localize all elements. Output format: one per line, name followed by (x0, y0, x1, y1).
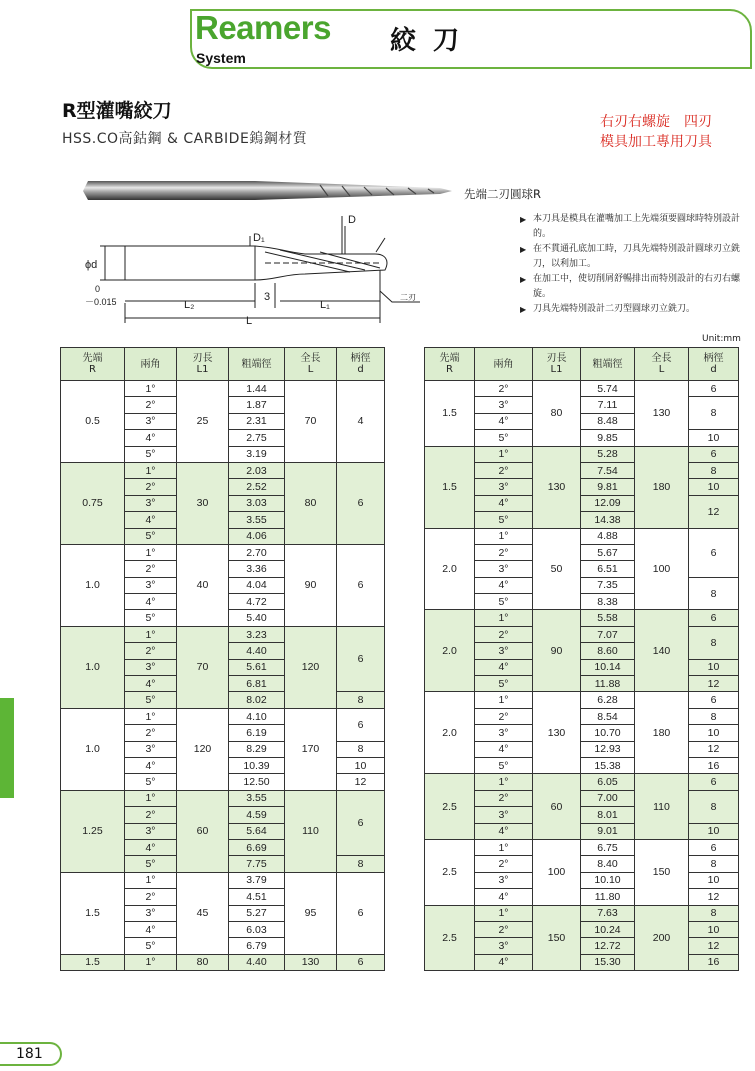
table-row (61, 381, 385, 397)
cell-shank-diameter: 8 (689, 577, 739, 610)
cell-total-length: 120 (285, 626, 337, 708)
cell-angle: 5° (125, 610, 177, 626)
cell-shank-diameter: 8 (689, 626, 739, 659)
cell-angle: 5° (475, 757, 533, 773)
cell-total-length: 130 (285, 954, 337, 970)
cell-shank-diameter: 6 (337, 954, 385, 970)
cell-angle: 4° (125, 676, 177, 692)
cell-angle: 2° (475, 708, 533, 724)
cell-large-diameter: 11.80 (581, 889, 635, 905)
cell-large-diameter: 6.75 (581, 839, 635, 855)
cell-angle: 3° (125, 823, 177, 839)
cell-angle: 4° (125, 594, 177, 610)
cell-large-diameter: 7.75 (229, 856, 285, 872)
cell-angle: 4° (475, 954, 533, 970)
cell-flute-length: 30 (177, 462, 229, 544)
cell-large-diameter: 7.00 (581, 790, 635, 806)
cell-flute-length: 90 (533, 610, 581, 692)
cell-angle: 2° (125, 397, 177, 413)
cell-tip-r: 2.0 (425, 610, 475, 692)
cell-shank-diameter: 6 (337, 872, 385, 954)
cell-shank-diameter: 8 (689, 856, 739, 872)
note-item: ▶ 在不貫通孔底加工時，刀具先端特別設計圓球刃立銑刀，以利加工。 (520, 242, 752, 272)
spec-table-left (60, 347, 385, 971)
cell-large-diameter: 8.38 (581, 594, 635, 610)
page-title: R型灌嘴絞刀 (62, 100, 172, 122)
column-header: 粗端徑 (581, 348, 635, 381)
cell-angle: 2° (125, 889, 177, 905)
table-row (61, 790, 385, 806)
cell-angle: 5° (125, 528, 177, 544)
cell-angle: 1° (125, 462, 177, 478)
cell-flute-length: 50 (533, 528, 581, 610)
cell-angle: 4° (475, 823, 533, 839)
cell-large-diameter: 5.27 (229, 905, 285, 921)
cell-angle: 3° (475, 643, 533, 659)
cell-shank-diameter: 6 (337, 544, 385, 626)
cell-angle: 2° (125, 561, 177, 577)
column-header: 全長 L (285, 348, 337, 381)
table-row (425, 528, 739, 544)
cell-total-length: 170 (285, 708, 337, 790)
tip-label: 先端二刃圓球R (464, 187, 541, 201)
note-item: ▶ 刀具先端特別設計二刃型圓球刃立銑刀。 (520, 302, 752, 317)
cell-angle: 4° (125, 921, 177, 937)
cell-shank-diameter: 6 (689, 446, 739, 462)
note-item: ▶ 本刀具是模具在灌嘴加工上先端須要圓球時特別設計的。 (520, 212, 752, 242)
cell-flute-length: 80 (533, 381, 581, 447)
cell-angle: 5° (125, 692, 177, 708)
cell-angle: 1° (475, 839, 533, 855)
cell-tip-r: 2.0 (425, 528, 475, 610)
cell-angle: 4° (475, 577, 533, 593)
cell-angle: 3° (125, 495, 177, 511)
cell-angle: 5° (475, 594, 533, 610)
cell-large-diameter: 6.28 (581, 692, 635, 708)
dimension-drawing (80, 208, 440, 328)
label-l2: L₂ (184, 299, 195, 311)
column-header: 柄徑 d (337, 348, 385, 381)
cell-total-length: 90 (285, 544, 337, 626)
cell-large-diameter: 3.19 (229, 446, 285, 462)
cell-flute-length: 80 (177, 954, 229, 970)
cell-angle: 1° (475, 692, 533, 708)
cell-angle: 1° (125, 708, 177, 724)
cell-shank-diameter: 10 (689, 479, 739, 495)
column-header: 刃長 L1 (533, 348, 581, 381)
cell-flute-length: 120 (177, 708, 229, 790)
cell-large-diameter: 8.29 (229, 741, 285, 757)
cell-large-diameter: 2.70 (229, 544, 285, 560)
cell-shank-diameter: 16 (689, 954, 739, 970)
cell-angle: 5° (125, 856, 177, 872)
cell-angle: 3° (475, 397, 533, 413)
cell-angle: 1° (125, 790, 177, 806)
cell-large-diameter: 10.39 (229, 757, 285, 773)
cell-tip-r: 0.5 (61, 381, 125, 463)
cell-large-diameter: 4.04 (229, 577, 285, 593)
label-l: L (246, 315, 253, 327)
cell-angle: 4° (125, 757, 177, 773)
column-header: 刃長 L1 (177, 348, 229, 381)
cell-large-diameter: 6.81 (229, 676, 285, 692)
cell-total-length: 110 (635, 774, 689, 840)
cell-large-diameter: 15.30 (581, 954, 635, 970)
table-header-row (61, 348, 385, 381)
spec-table-right (424, 347, 739, 971)
cell-shank-diameter: 6 (689, 610, 739, 626)
brand-subtitle: System (196, 50, 246, 66)
cell-large-diameter: 6.19 (229, 725, 285, 741)
cell-angle: 2° (475, 462, 533, 478)
cell-flute-length: 60 (533, 774, 581, 840)
cell-large-diameter: 14.38 (581, 512, 635, 528)
cell-large-diameter: 4.72 (229, 594, 285, 610)
cell-flute-length: 25 (177, 381, 229, 463)
cell-large-diameter: 5.67 (581, 544, 635, 560)
cell-large-diameter: 4.51 (229, 889, 285, 905)
label-three: 3 (264, 291, 271, 303)
cell-total-length: 180 (635, 446, 689, 528)
brand-chinese-title: 絞 刀 (390, 26, 464, 56)
cell-angle: 1° (125, 872, 177, 888)
cell-tip-r: 2.5 (425, 839, 475, 905)
cell-shank-diameter: 6 (337, 626, 385, 692)
cell-total-length: 150 (635, 839, 689, 905)
cell-large-diameter: 12.50 (229, 774, 285, 790)
cell-angle: 5° (125, 446, 177, 462)
table-row (61, 544, 385, 560)
label-d1: D₁ (253, 232, 265, 244)
cell-angle: 3° (475, 807, 533, 823)
cell-tip-r: 1.0 (61, 626, 125, 708)
cell-total-length: 130 (635, 381, 689, 447)
cell-tip-r: 2.0 (425, 692, 475, 774)
cell-shank-diameter: 12 (689, 676, 739, 692)
cell-flute-length: 45 (177, 872, 229, 954)
cell-total-length: 200 (635, 905, 689, 971)
cell-large-diameter: 6.05 (581, 774, 635, 790)
cell-angle: 2° (125, 725, 177, 741)
cell-angle: 2° (475, 544, 533, 560)
cell-large-diameter: 10.24 (581, 921, 635, 937)
cell-large-diameter: 8.01 (581, 807, 635, 823)
label-phi-d: ϕd (85, 259, 98, 271)
cell-flute-length: 40 (177, 544, 229, 626)
column-header: 先端 R (61, 348, 125, 381)
cell-tip-r: 1.25 (61, 790, 125, 872)
cell-large-diameter: 3.79 (229, 872, 285, 888)
cell-large-diameter: 8.02 (229, 692, 285, 708)
cell-shank-diameter: 8 (337, 741, 385, 757)
brand-title: Reamers (195, 9, 331, 46)
cell-shank-diameter: 6 (337, 790, 385, 856)
unit-label: Unit:mm (702, 334, 741, 344)
cell-large-diameter: 5.58 (581, 610, 635, 626)
label-d: D (348, 214, 356, 226)
table-row (425, 381, 739, 397)
table-row (425, 839, 739, 855)
cell-shank-diameter: 6 (689, 774, 739, 790)
cell-large-diameter: 12.93 (581, 741, 635, 757)
cell-angle: 3° (125, 905, 177, 921)
cell-angle: 1° (125, 626, 177, 642)
cell-large-diameter: 5.74 (581, 381, 635, 397)
column-header: 全長 L (635, 348, 689, 381)
cell-shank-diameter: 8 (689, 397, 739, 430)
cell-shank-diameter: 10 (689, 921, 739, 937)
cell-large-diameter: 2.31 (229, 413, 285, 429)
cell-angle: 1° (125, 544, 177, 560)
cell-flute-length: 130 (533, 692, 581, 774)
side-tab (0, 698, 14, 798)
cell-angle: 5° (125, 774, 177, 790)
cell-large-diameter: 5.64 (229, 823, 285, 839)
cell-large-diameter: 9.01 (581, 823, 635, 839)
cell-angle: 1° (475, 610, 533, 626)
cell-tip-r: 0.75 (61, 462, 125, 544)
feature-line: 模具加工專用刀具 (600, 134, 712, 150)
table-row (61, 872, 385, 888)
cell-angle: 4° (475, 659, 533, 675)
cell-angle: 2° (475, 626, 533, 642)
notes-list (520, 212, 752, 317)
cell-large-diameter: 10.10 (581, 872, 635, 888)
cell-shank-diameter: 10 (337, 757, 385, 773)
label-two-flute: 二刃 (400, 293, 416, 302)
cell-flute-length: 100 (533, 839, 581, 905)
cell-angle: 4° (475, 495, 533, 511)
label-tol-bottom: －0.015 (85, 297, 117, 307)
cell-large-diameter: 8.40 (581, 856, 635, 872)
cell-large-diameter: 7.11 (581, 397, 635, 413)
cell-large-diameter: 2.75 (229, 430, 285, 446)
cell-shank-diameter: 8 (689, 708, 739, 724)
cell-shank-diameter: 8 (689, 790, 739, 823)
cell-large-diameter: 11.88 (581, 676, 635, 692)
cell-shank-diameter: 16 (689, 757, 739, 773)
cell-angle: 3° (125, 659, 177, 675)
cell-flute-length: 150 (533, 905, 581, 971)
cell-shank-diameter: 6 (337, 462, 385, 544)
cell-large-diameter: 5.61 (229, 659, 285, 675)
cell-shank-diameter: 4 (337, 381, 385, 463)
cell-total-length: 180 (635, 692, 689, 774)
cell-shank-diameter: 8 (337, 692, 385, 708)
feature-line: 右刃右螺旋 四刃 (600, 114, 712, 130)
cell-angle: 2° (475, 790, 533, 806)
cell-angle: 5° (125, 938, 177, 954)
cell-flute-length: 60 (177, 790, 229, 872)
cell-large-diameter: 12.09 (581, 495, 635, 511)
cell-shank-diameter: 10 (689, 725, 739, 741)
cell-angle: 4° (125, 839, 177, 855)
cell-large-diameter: 2.03 (229, 462, 285, 478)
reamer-photo (80, 172, 460, 212)
cell-tip-r: 1.5 (61, 872, 125, 954)
cell-angle: 4° (475, 741, 533, 757)
column-header: 柄徑 d (689, 348, 739, 381)
cell-large-diameter: 7.07 (581, 626, 635, 642)
cell-large-diameter: 8.48 (581, 413, 635, 429)
table-row (425, 446, 739, 462)
cell-angle: 2° (125, 643, 177, 659)
cell-large-diameter: 15.38 (581, 757, 635, 773)
cell-tip-r: 1.5 (425, 381, 475, 447)
cell-large-diameter: 4.40 (229, 643, 285, 659)
cell-shank-diameter: 12 (689, 741, 739, 757)
cell-large-diameter: 7.54 (581, 462, 635, 478)
cell-large-diameter: 3.23 (229, 626, 285, 642)
cell-angle: 3° (125, 741, 177, 757)
cell-angle: 3° (475, 938, 533, 954)
cell-large-diameter: 6.03 (229, 921, 285, 937)
table-row (61, 462, 385, 478)
cell-tip-r: 1.0 (61, 544, 125, 626)
page-subtitle: HSS.CO高鈷鋼 & CARBIDE鎢鋼材質 (62, 131, 308, 147)
table-header-row (425, 348, 739, 381)
cell-angle: 4° (475, 413, 533, 429)
cell-large-diameter: 7.63 (581, 905, 635, 921)
feature-text (600, 112, 712, 152)
cell-angle: 3° (475, 479, 533, 495)
cell-shank-diameter: 8 (337, 856, 385, 872)
cell-large-diameter: 9.81 (581, 479, 635, 495)
cell-large-diameter: 1.44 (229, 381, 285, 397)
cell-large-diameter: 3.55 (229, 790, 285, 806)
cell-angle: 2° (125, 479, 177, 495)
cell-total-length: 100 (635, 528, 689, 610)
cell-shank-diameter: 12 (689, 889, 739, 905)
cell-tip-r: 2.5 (425, 774, 475, 840)
cell-large-diameter: 10.70 (581, 725, 635, 741)
cell-large-diameter: 1.87 (229, 397, 285, 413)
cell-total-length: 95 (285, 872, 337, 954)
cell-total-length: 110 (285, 790, 337, 872)
table-row (61, 954, 385, 970)
cell-large-diameter: 3.36 (229, 561, 285, 577)
column-header: 先端 R (425, 348, 475, 381)
cell-shank-diameter: 12 (689, 938, 739, 954)
cell-angle: 2° (475, 856, 533, 872)
cell-angle: 1° (125, 381, 177, 397)
cell-large-diameter: 5.40 (229, 610, 285, 626)
cell-large-diameter: 4.59 (229, 807, 285, 823)
cell-shank-diameter: 12 (337, 774, 385, 790)
cell-angle: 2° (475, 921, 533, 937)
table-row (425, 905, 739, 921)
cell-shank-diameter: 6 (689, 839, 739, 855)
note-item: ▶ 在加工中，使切削屑舒暢排出而特別設計的右刃右螺旋。 (520, 272, 752, 302)
cell-flute-length: 70 (177, 626, 229, 708)
cell-angle: 3° (125, 413, 177, 429)
cell-angle: 4° (475, 889, 533, 905)
cell-angle: 2° (475, 381, 533, 397)
cell-large-diameter: 2.52 (229, 479, 285, 495)
cell-large-diameter: 7.35 (581, 577, 635, 593)
cell-angle: 5° (475, 430, 533, 446)
cell-angle: 2° (125, 807, 177, 823)
cell-flute-length: 130 (533, 446, 581, 528)
cell-large-diameter: 4.88 (581, 528, 635, 544)
cell-large-diameter: 6.51 (581, 561, 635, 577)
cell-angle: 1° (125, 954, 177, 970)
table-row (425, 610, 739, 626)
cell-shank-diameter: 10 (689, 823, 739, 839)
cell-shank-diameter: 10 (689, 659, 739, 675)
cell-shank-diameter: 12 (689, 495, 739, 528)
cell-large-diameter: 4.10 (229, 708, 285, 724)
table-row (425, 774, 739, 790)
cell-large-diameter: 4.40 (229, 954, 285, 970)
cell-angle: 3° (475, 872, 533, 888)
cell-shank-diameter: 6 (689, 528, 739, 577)
cell-angle: 4° (125, 512, 177, 528)
cell-shank-diameter: 6 (337, 708, 385, 741)
cell-large-diameter: 3.55 (229, 512, 285, 528)
cell-shank-diameter: 6 (689, 692, 739, 708)
cell-angle: 3° (125, 577, 177, 593)
cell-angle: 5° (475, 512, 533, 528)
cell-total-length: 70 (285, 381, 337, 463)
cell-angle: 3° (475, 561, 533, 577)
cell-angle: 1° (475, 446, 533, 462)
cell-large-diameter: 8.60 (581, 643, 635, 659)
cell-shank-diameter: 8 (689, 462, 739, 478)
label-tol-top: 0 (95, 284, 101, 294)
cell-angle: 1° (475, 528, 533, 544)
cell-tip-r: 1.0 (61, 708, 125, 790)
page-number: 181 (0, 1042, 62, 1066)
label-l1: L₁ (320, 299, 330, 311)
table-row (61, 626, 385, 642)
cell-angle: 5° (475, 676, 533, 692)
cell-large-diameter: 6.79 (229, 938, 285, 954)
cell-large-diameter: 12.72 (581, 938, 635, 954)
column-header: 兩角 (125, 348, 177, 381)
cell-large-diameter: 4.06 (229, 528, 285, 544)
cell-tip-r: 2.5 (425, 905, 475, 971)
cell-large-diameter: 8.54 (581, 708, 635, 724)
cell-total-length: 140 (635, 610, 689, 692)
table-row (425, 692, 739, 708)
cell-angle: 4° (125, 430, 177, 446)
cell-tip-r: 1.5 (425, 446, 475, 528)
cell-tip-r: 1.5 (61, 954, 125, 970)
cell-shank-diameter: 10 (689, 872, 739, 888)
cell-shank-diameter: 6 (689, 381, 739, 397)
cell-angle: 3° (475, 725, 533, 741)
cell-large-diameter: 10.14 (581, 659, 635, 675)
cell-shank-diameter: 10 (689, 430, 739, 446)
cell-shank-diameter: 8 (689, 905, 739, 921)
cell-large-diameter: 5.28 (581, 446, 635, 462)
table-row (61, 708, 385, 724)
cell-large-diameter: 9.85 (581, 430, 635, 446)
cell-total-length: 80 (285, 462, 337, 544)
column-header: 兩角 (475, 348, 533, 381)
cell-angle: 1° (475, 905, 533, 921)
cell-large-diameter: 3.03 (229, 495, 285, 511)
cell-angle: 1° (475, 774, 533, 790)
cell-large-diameter: 6.69 (229, 839, 285, 855)
column-header: 粗端徑 (229, 348, 285, 381)
